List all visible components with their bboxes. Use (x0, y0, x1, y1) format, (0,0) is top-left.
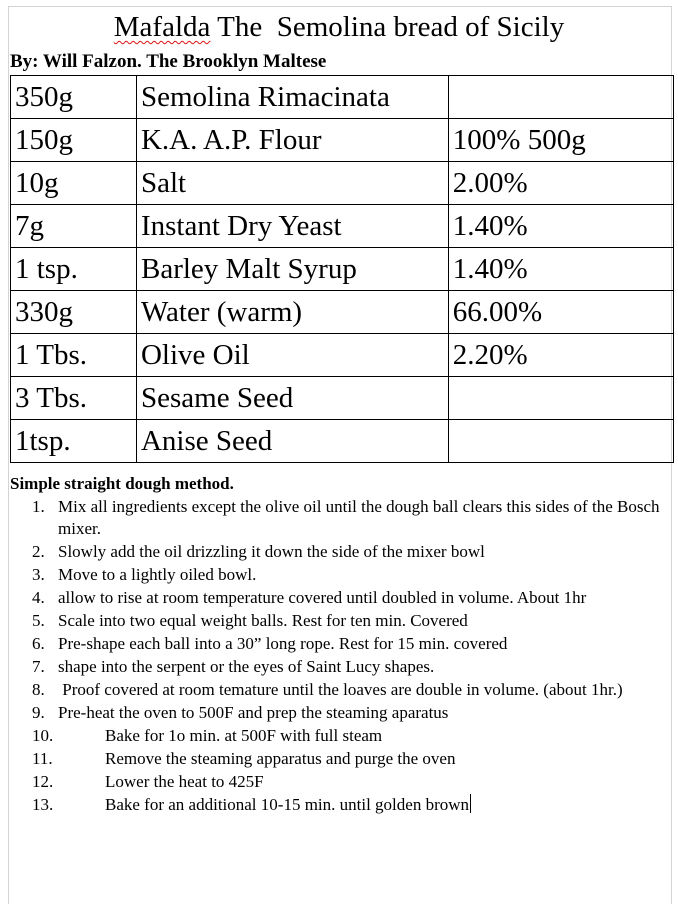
step-number: 11. (32, 748, 53, 768)
step-text: Slowly add the oil drizzling it down the side of the mixer bowl (58, 541, 485, 561)
step-text: Remove the steaming apparatus and purge the oven (105, 748, 456, 768)
table-row (11, 377, 674, 420)
table-row (11, 205, 674, 248)
step-text: Move to a lightly oiled bowl. (58, 564, 257, 584)
ingredient-name[interactable]: Anise Seed (136, 420, 448, 463)
table-row (11, 334, 674, 377)
step-number: 7. (32, 656, 45, 676)
list-item[interactable] (10, 633, 670, 655)
ingredients-table (10, 75, 674, 463)
list-item[interactable] (10, 541, 670, 563)
ingredient-name[interactable]: Barley Malt Syrup (136, 248, 448, 291)
list-item[interactable] (10, 656, 670, 678)
ingredient-percent[interactable]: 100% 500g (448, 119, 673, 162)
list-item[interactable] (10, 496, 670, 539)
ingredient-amount[interactable]: 7g (11, 205, 137, 248)
ingredient-amount[interactable]: 330g (11, 291, 137, 334)
step-text: Bake for 1o min. at 500F with full steam (105, 725, 383, 745)
step-number: 10. (32, 725, 54, 745)
ingredient-percent[interactable]: 2.00% (448, 162, 673, 205)
list-item[interactable] (10, 748, 670, 770)
ingredient-amount[interactable]: 1tsp. (11, 420, 137, 463)
step-number: 9. (32, 702, 45, 722)
step-number: 6. (32, 633, 45, 653)
table-row (11, 119, 674, 162)
list-item[interactable] (10, 564, 670, 586)
document-title (0, 10, 678, 44)
step-text: Proof covered at room temature until the loaves are double in volume. (about 1hr.) (58, 679, 623, 699)
ingredient-percent[interactable]: 66.00% (448, 291, 673, 334)
step-text: Pre-heat the oven to 500F and prep the steaming aparatus (58, 702, 449, 722)
list-item[interactable] (10, 702, 670, 724)
step-number: 8. (32, 679, 45, 699)
step-number: 13. (32, 794, 54, 814)
step-number: 1. (32, 497, 45, 516)
step-number: 3. (32, 564, 45, 584)
step-number: 12. (32, 771, 54, 791)
table-row (11, 291, 674, 334)
step-number: 2. (32, 541, 45, 561)
ingredient-name[interactable]: K.A. A.P. Flour (136, 119, 448, 162)
ingredient-percent[interactable]: 2.20% (448, 334, 673, 377)
step-text: shape into the serpent or the eyes of Saint Lucy shapes. (58, 656, 435, 676)
ingredient-percent[interactable] (448, 420, 673, 463)
ingredient-percent[interactable] (448, 377, 673, 420)
ingredient-percent[interactable] (448, 76, 673, 119)
step-text: Mix all ingredients except the olive oil until the dough ball clears this sides of the Bosch mixer. (58, 497, 664, 538)
table-row (11, 248, 674, 291)
table-row (11, 76, 674, 119)
byline: By: Will Falzon. The Brooklyn Maltese (10, 51, 327, 72)
title-prefix: Mafalda (113, 11, 211, 43)
ingredient-amount[interactable]: 1 Tbs. (11, 334, 137, 377)
ingredient-amount[interactable]: 10g (11, 162, 137, 205)
ingredient-name[interactable]: Water (warm) (136, 291, 448, 334)
ingredient-percent[interactable]: 1.40% (448, 248, 673, 291)
ingredient-name[interactable]: Salt (136, 162, 448, 205)
text-cursor (470, 794, 471, 813)
table-row (11, 162, 674, 205)
ingredient-name[interactable]: Olive Oil (136, 334, 448, 377)
ingredient-name[interactable]: Semolina Rimacinata (136, 76, 448, 119)
ingredient-name[interactable]: Sesame Seed (136, 377, 448, 420)
list-item[interactable] (10, 679, 670, 701)
step-text: Pre-shape each ball into a 30” long rope. Rest for 15 min. covered (58, 633, 508, 653)
step-number: 4. (32, 587, 45, 607)
ingredient-name[interactable]: Instant Dry Yeast (136, 205, 448, 248)
ingredient-amount[interactable]: 150g (11, 119, 137, 162)
table-row (11, 420, 674, 463)
step-text: Bake for an additional 10-15 min. until golden brown (105, 794, 470, 814)
ingredient-amount[interactable]: 3 Tbs. (11, 377, 137, 420)
step-text: allow to rise at room temperature covered until doubled in volume. About 1hr (58, 587, 587, 607)
list-item[interactable] (10, 587, 670, 609)
list-item[interactable] (10, 725, 670, 747)
method-steps-list (10, 496, 670, 817)
method-heading: Simple straight dough method. (10, 474, 234, 493)
step-number: 5. (32, 610, 45, 630)
list-item[interactable] (10, 771, 670, 793)
ingredient-amount[interactable]: 1 tsp. (11, 248, 137, 291)
ingredient-amount[interactable]: 350g (11, 76, 137, 119)
step-text: Lower the heat to 425F (105, 771, 264, 791)
ingredient-percent[interactable]: 1.40% (448, 205, 673, 248)
list-item[interactable] (10, 794, 670, 816)
title-text: The Semolina bread of Sicily (210, 11, 565, 43)
step-text: Scale into two equal weight balls. Rest for ten min. Covered (58, 610, 468, 630)
list-item[interactable] (10, 610, 670, 632)
